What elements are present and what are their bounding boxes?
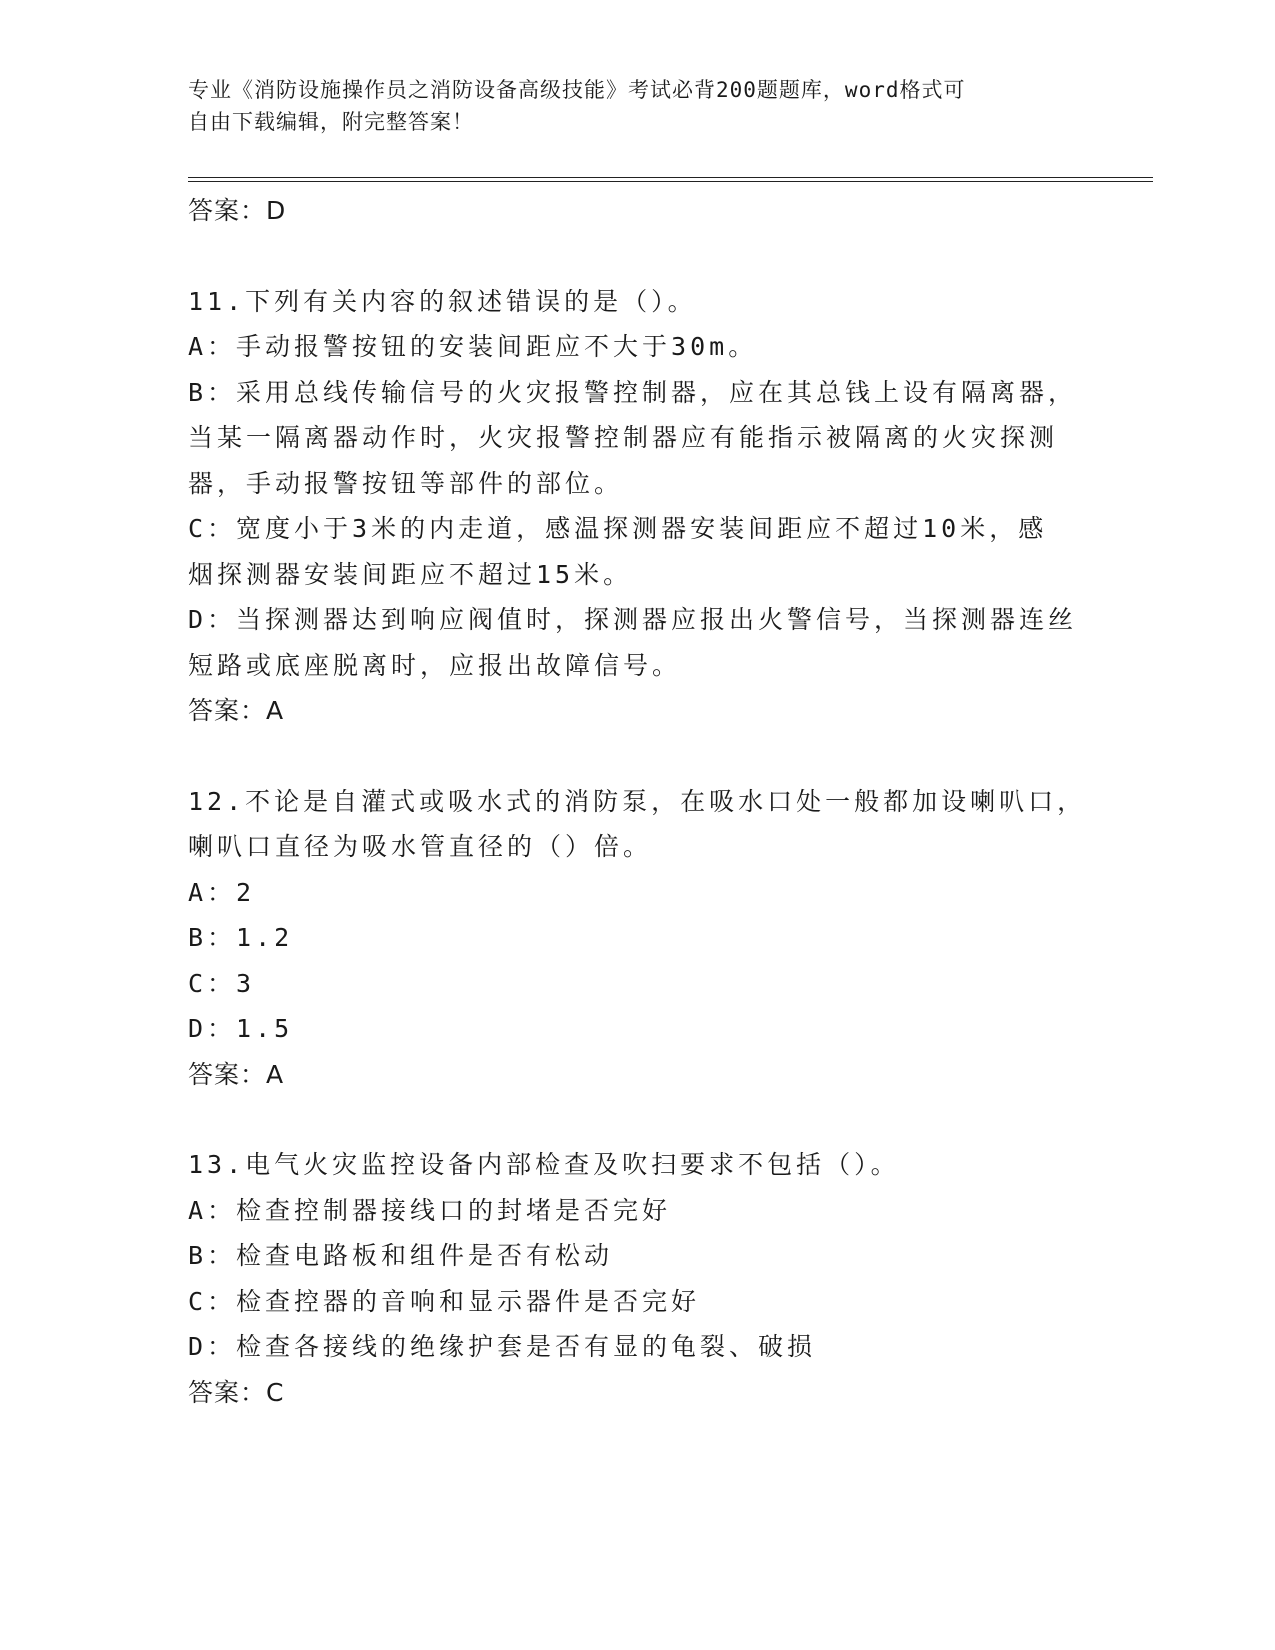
option-d-line-2: 短路或底座脱离时，应报出故障信号。 — [188, 650, 682, 680]
option-b: B：检查电路板和组件是否有松动 — [188, 1241, 614, 1270]
option-b-line-1: B：采用总线传输信号的火灾报警控制器，应在其总钱上设有隔离器， — [188, 377, 1078, 407]
question-13 — [188, 1142, 1088, 1415]
question-11 — [188, 279, 1088, 734]
option-a: A：检查控制器接线口的封堵是否完好 — [188, 1195, 672, 1225]
answer-q11: 答案：A — [188, 696, 285, 725]
option-a: A：2 — [188, 877, 256, 907]
option-d: D：检查各接线的绝缘护套是否有显的龟裂、破损 — [188, 1332, 817, 1361]
header-title-line-1: 专业《消防设施操作员之消防设备高级技能》考试必背200题题库，word格式可 — [188, 78, 966, 102]
spacer — [188, 234, 1088, 279]
question-text-line-2: 喇叭口直径为吸水管直径的（）倍。 — [188, 832, 653, 861]
spacer — [188, 1097, 1088, 1142]
option-b: B：1.2 — [188, 923, 294, 952]
option-a: A：手动报警按钮的安装间距应不大于30m。 — [188, 332, 758, 361]
answer-q12: 答案：A — [188, 1059, 285, 1089]
option-d: D：1.5 — [188, 1014, 294, 1043]
question-text: 11.下列有关内容的叙述错误的是（）。 — [188, 286, 697, 316]
header-title-line-2: 自由下载编辑，附完整答案！ — [188, 110, 474, 134]
option-d-line-1: D：当探测器达到响应阀值时，探测器应报出火警信号，当探测器连丝 — [188, 605, 1078, 634]
option-c: C：3 — [188, 968, 256, 998]
page-header — [188, 74, 1068, 138]
question-list — [188, 188, 1088, 1415]
option-c-line-2: 烟探测器安装间距应不超过15米。 — [188, 559, 633, 589]
question-text: 13.电气火灾监控设备内部检查及吹扫要求不包括（）。 — [188, 1150, 900, 1179]
answer-q13: 答案：C — [188, 1377, 285, 1407]
header-divider — [188, 177, 1153, 182]
question-text-line-1: 12.不论是自灌式或吸水式的消防泵，在吸水口处一般都加设喇叭口， — [188, 786, 1087, 816]
option-b-line-3: 器，手动报警按钮等部件的部位。 — [188, 468, 624, 498]
option-b-line-2: 当某一隔离器动作时，火灾报警控制器应有能指示被隔离的火灾探测 — [188, 423, 1059, 452]
answer-q10: 答案：D — [188, 196, 287, 225]
spacer — [188, 734, 1088, 779]
option-c-line-1: C：宽度小于3米的内走道，感温探测器安装间距应不超过10米，感 — [188, 514, 1048, 543]
question-12 — [188, 779, 1088, 1098]
option-c: C：检查控器的音响和显示器件是否完好 — [188, 1286, 701, 1316]
